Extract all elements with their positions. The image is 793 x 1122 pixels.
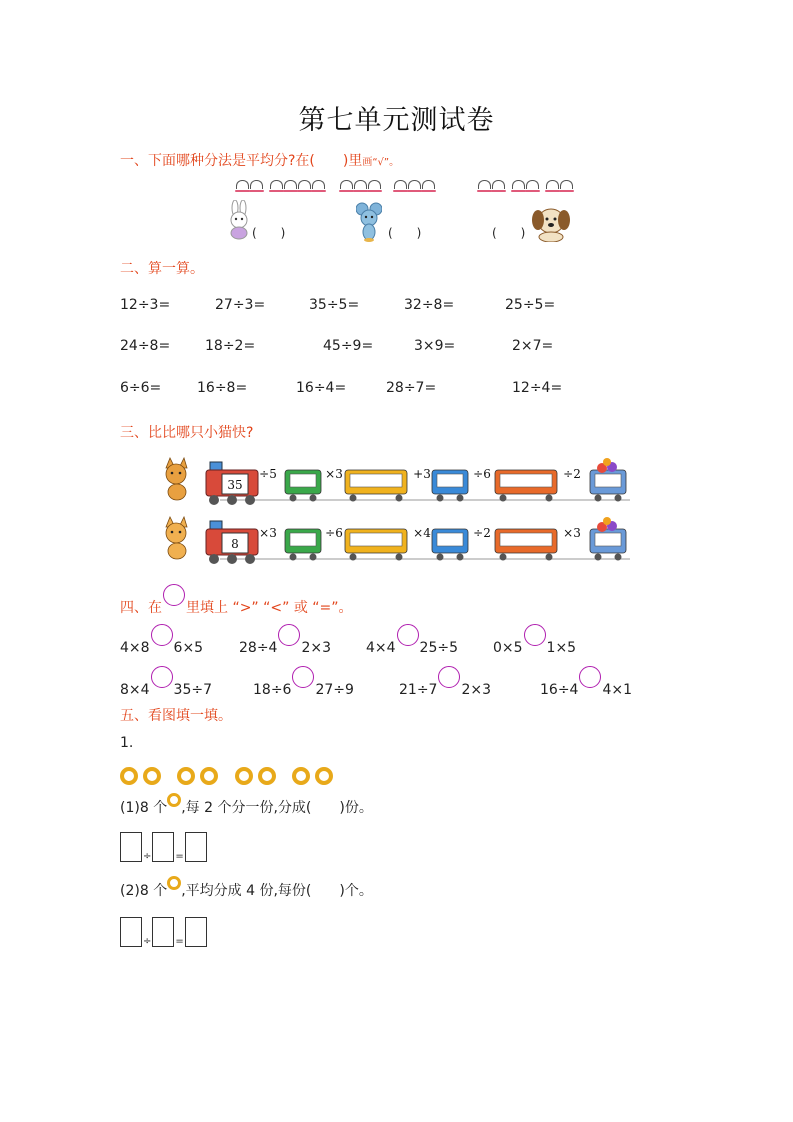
train-operation: ×3 bbox=[563, 526, 581, 540]
cat-icon bbox=[166, 517, 187, 559]
calc-problem: 25÷5= bbox=[505, 297, 556, 313]
question-2-end: ,平均分成 4 份,每份( )个。 bbox=[181, 883, 373, 899]
question-1-start: (1)8 个 bbox=[120, 800, 168, 816]
compare-circle[interactable] bbox=[438, 666, 460, 688]
calc-problem: 45÷9= bbox=[323, 338, 374, 354]
calc-problem: 3×9= bbox=[414, 338, 456, 354]
compare-item bbox=[253, 674, 354, 698]
ring-icon bbox=[167, 793, 181, 807]
train-car bbox=[345, 470, 407, 502]
calc-problem: 2×7= bbox=[512, 338, 554, 354]
answer-paren-1[interactable]: ( ) bbox=[252, 226, 286, 240]
train-car bbox=[345, 529, 407, 561]
calc-problem: 16÷8= bbox=[197, 380, 248, 396]
train-operation: ×4 bbox=[413, 526, 431, 540]
section-1-label-small: 画“√”。 bbox=[362, 157, 400, 168]
compare-circle[interactable] bbox=[278, 624, 300, 646]
egg-icon bbox=[250, 180, 263, 189]
train-1 bbox=[160, 456, 640, 508]
compare-right: 2×3 bbox=[461, 682, 491, 698]
ring-icon bbox=[235, 767, 253, 785]
compare-right: 35÷7 bbox=[173, 682, 212, 698]
compare-left: 28÷4 bbox=[239, 640, 278, 656]
answer-box[interactable] bbox=[152, 917, 174, 947]
compare-item bbox=[493, 632, 576, 656]
ring-row bbox=[120, 767, 333, 789]
egg-icon bbox=[546, 180, 559, 189]
compare-item bbox=[399, 674, 491, 698]
train-operation: +3 bbox=[413, 467, 431, 481]
compare-circle[interactable] bbox=[397, 624, 419, 646]
answer-paren-3[interactable]: ( ) bbox=[492, 226, 526, 240]
calc-problem: 35÷5= bbox=[309, 297, 360, 313]
compare-item bbox=[366, 632, 458, 656]
ring-icon bbox=[167, 876, 181, 890]
compare-left: 8×4 bbox=[120, 682, 150, 698]
train-operation: ÷2 bbox=[473, 526, 491, 540]
answer-box[interactable] bbox=[185, 832, 207, 862]
egg-icon bbox=[408, 180, 421, 189]
ring-icon bbox=[258, 767, 276, 785]
ring-icon bbox=[120, 767, 138, 785]
calc-problem: 16÷4= bbox=[296, 380, 347, 396]
egg-icon bbox=[368, 180, 381, 189]
compare-item bbox=[120, 632, 203, 656]
train-car bbox=[590, 529, 626, 561]
compare-left: 0×5 bbox=[493, 640, 523, 656]
question-1-end: ,每 2 个分一份,分成( )份。 bbox=[181, 800, 373, 816]
compare-left: 4×4 bbox=[366, 640, 396, 656]
egg-icon bbox=[270, 180, 283, 189]
train-car bbox=[432, 529, 468, 561]
question-number: 1. bbox=[120, 735, 134, 751]
section-1-label: 一、下面哪种分法是平均分?在( )里 bbox=[120, 153, 363, 169]
calc-problem: 6÷6= bbox=[120, 380, 162, 396]
section-4-label-b: 里填上 “>” “<” 或 “=”。 bbox=[186, 600, 353, 616]
cat-icon bbox=[166, 458, 187, 500]
question-2-start: (2)8 个 bbox=[120, 883, 168, 899]
division-equation-1 bbox=[120, 832, 207, 862]
egg-icon bbox=[312, 180, 325, 189]
ring-icon bbox=[143, 767, 161, 785]
equals-sign: = bbox=[175, 936, 184, 947]
egg-icon bbox=[512, 180, 525, 189]
train-start-number: 35 bbox=[227, 478, 243, 492]
egg-icon bbox=[560, 180, 573, 189]
calc-problem: 27÷3= bbox=[215, 297, 266, 313]
train-operation: ×3 bbox=[259, 526, 277, 540]
train-operation: ÷2 bbox=[563, 467, 581, 481]
compare-right: 6×5 bbox=[173, 640, 204, 656]
compare-circle-example bbox=[163, 584, 185, 606]
egg-icon bbox=[492, 180, 505, 189]
compare-circle[interactable] bbox=[579, 666, 601, 688]
section-3-heading: 三、比比哪只小猫快? bbox=[120, 425, 254, 441]
calc-problem: 28÷7= bbox=[386, 380, 437, 396]
section-2-heading: 二、算一算。 bbox=[120, 261, 204, 277]
section-4-label-a: 四、在 bbox=[120, 600, 162, 616]
egg-icon bbox=[284, 180, 297, 189]
section-5-heading: 五、看图填一填。 bbox=[120, 708, 232, 724]
train-car bbox=[495, 470, 557, 502]
train-car bbox=[285, 470, 321, 502]
ring-icon bbox=[177, 767, 195, 785]
answer-box[interactable] bbox=[120, 832, 142, 862]
compare-left: 18÷6 bbox=[253, 682, 292, 698]
calc-problem: 32÷8= bbox=[404, 297, 455, 313]
divide-sign: ÷ bbox=[143, 936, 152, 947]
train-car bbox=[590, 470, 626, 502]
answer-box[interactable] bbox=[185, 917, 207, 947]
train-operation: ÷6 bbox=[473, 467, 491, 481]
compare-right: 25÷5 bbox=[419, 640, 458, 656]
egg-group-3 bbox=[478, 178, 574, 192]
mouse-icon bbox=[356, 202, 382, 242]
answer-paren-2[interactable]: ( ) bbox=[388, 226, 422, 240]
calc-problem: 12÷4= bbox=[512, 380, 563, 396]
compare-item bbox=[540, 674, 632, 698]
question-2 bbox=[120, 880, 373, 900]
train-start-number: 8 bbox=[231, 537, 239, 551]
equals-sign: = bbox=[175, 851, 184, 862]
egg-icon bbox=[236, 180, 249, 189]
egg-icon bbox=[422, 180, 435, 189]
egg-group-1 bbox=[236, 178, 326, 192]
compare-circle[interactable] bbox=[151, 666, 173, 688]
train-operation: ×3 bbox=[325, 467, 343, 481]
ring-icon bbox=[200, 767, 218, 785]
page-title: 第七单元测试卷 bbox=[298, 105, 495, 136]
section-4-heading bbox=[120, 592, 353, 617]
compare-circle[interactable] bbox=[524, 624, 546, 646]
compare-left: 16÷4 bbox=[540, 682, 579, 698]
compare-right: 2×3 bbox=[301, 640, 331, 656]
calc-problem: 18÷2= bbox=[205, 338, 256, 354]
train-operation: ÷5 bbox=[259, 467, 277, 481]
compare-circle[interactable] bbox=[151, 624, 173, 646]
rabbit-icon bbox=[224, 200, 254, 240]
compare-right: 4×1 bbox=[602, 682, 632, 698]
answer-box[interactable] bbox=[120, 917, 142, 947]
compare-circle[interactable] bbox=[292, 666, 314, 688]
compare-item bbox=[120, 674, 212, 698]
compare-right: 1×5 bbox=[546, 640, 577, 656]
train-car bbox=[495, 529, 557, 561]
compare-item bbox=[239, 632, 331, 656]
train-car bbox=[432, 470, 468, 502]
egg-icon bbox=[340, 180, 353, 189]
egg-icon bbox=[394, 180, 407, 189]
calc-problem: 24÷8= bbox=[120, 338, 171, 354]
egg-group-2 bbox=[340, 178, 436, 192]
calc-problem: 12÷3= bbox=[120, 297, 171, 313]
compare-left: 21÷7 bbox=[399, 682, 438, 698]
division-equation-2 bbox=[120, 917, 207, 947]
answer-box[interactable] bbox=[152, 832, 174, 862]
egg-icon bbox=[354, 180, 367, 189]
train-2 bbox=[160, 515, 640, 567]
train-car bbox=[285, 529, 321, 561]
egg-icon bbox=[478, 180, 491, 189]
egg-icon bbox=[298, 180, 311, 189]
section-1-heading bbox=[120, 150, 399, 170]
question-1 bbox=[120, 797, 373, 817]
divide-sign: ÷ bbox=[143, 851, 152, 862]
egg-icon bbox=[526, 180, 539, 189]
train-operation: ÷6 bbox=[325, 526, 343, 540]
compare-left: 4×8 bbox=[120, 640, 150, 656]
ring-icon bbox=[292, 767, 310, 785]
ring-icon bbox=[315, 767, 333, 785]
dog-icon bbox=[530, 204, 572, 242]
compare-right: 27÷9 bbox=[315, 682, 354, 698]
